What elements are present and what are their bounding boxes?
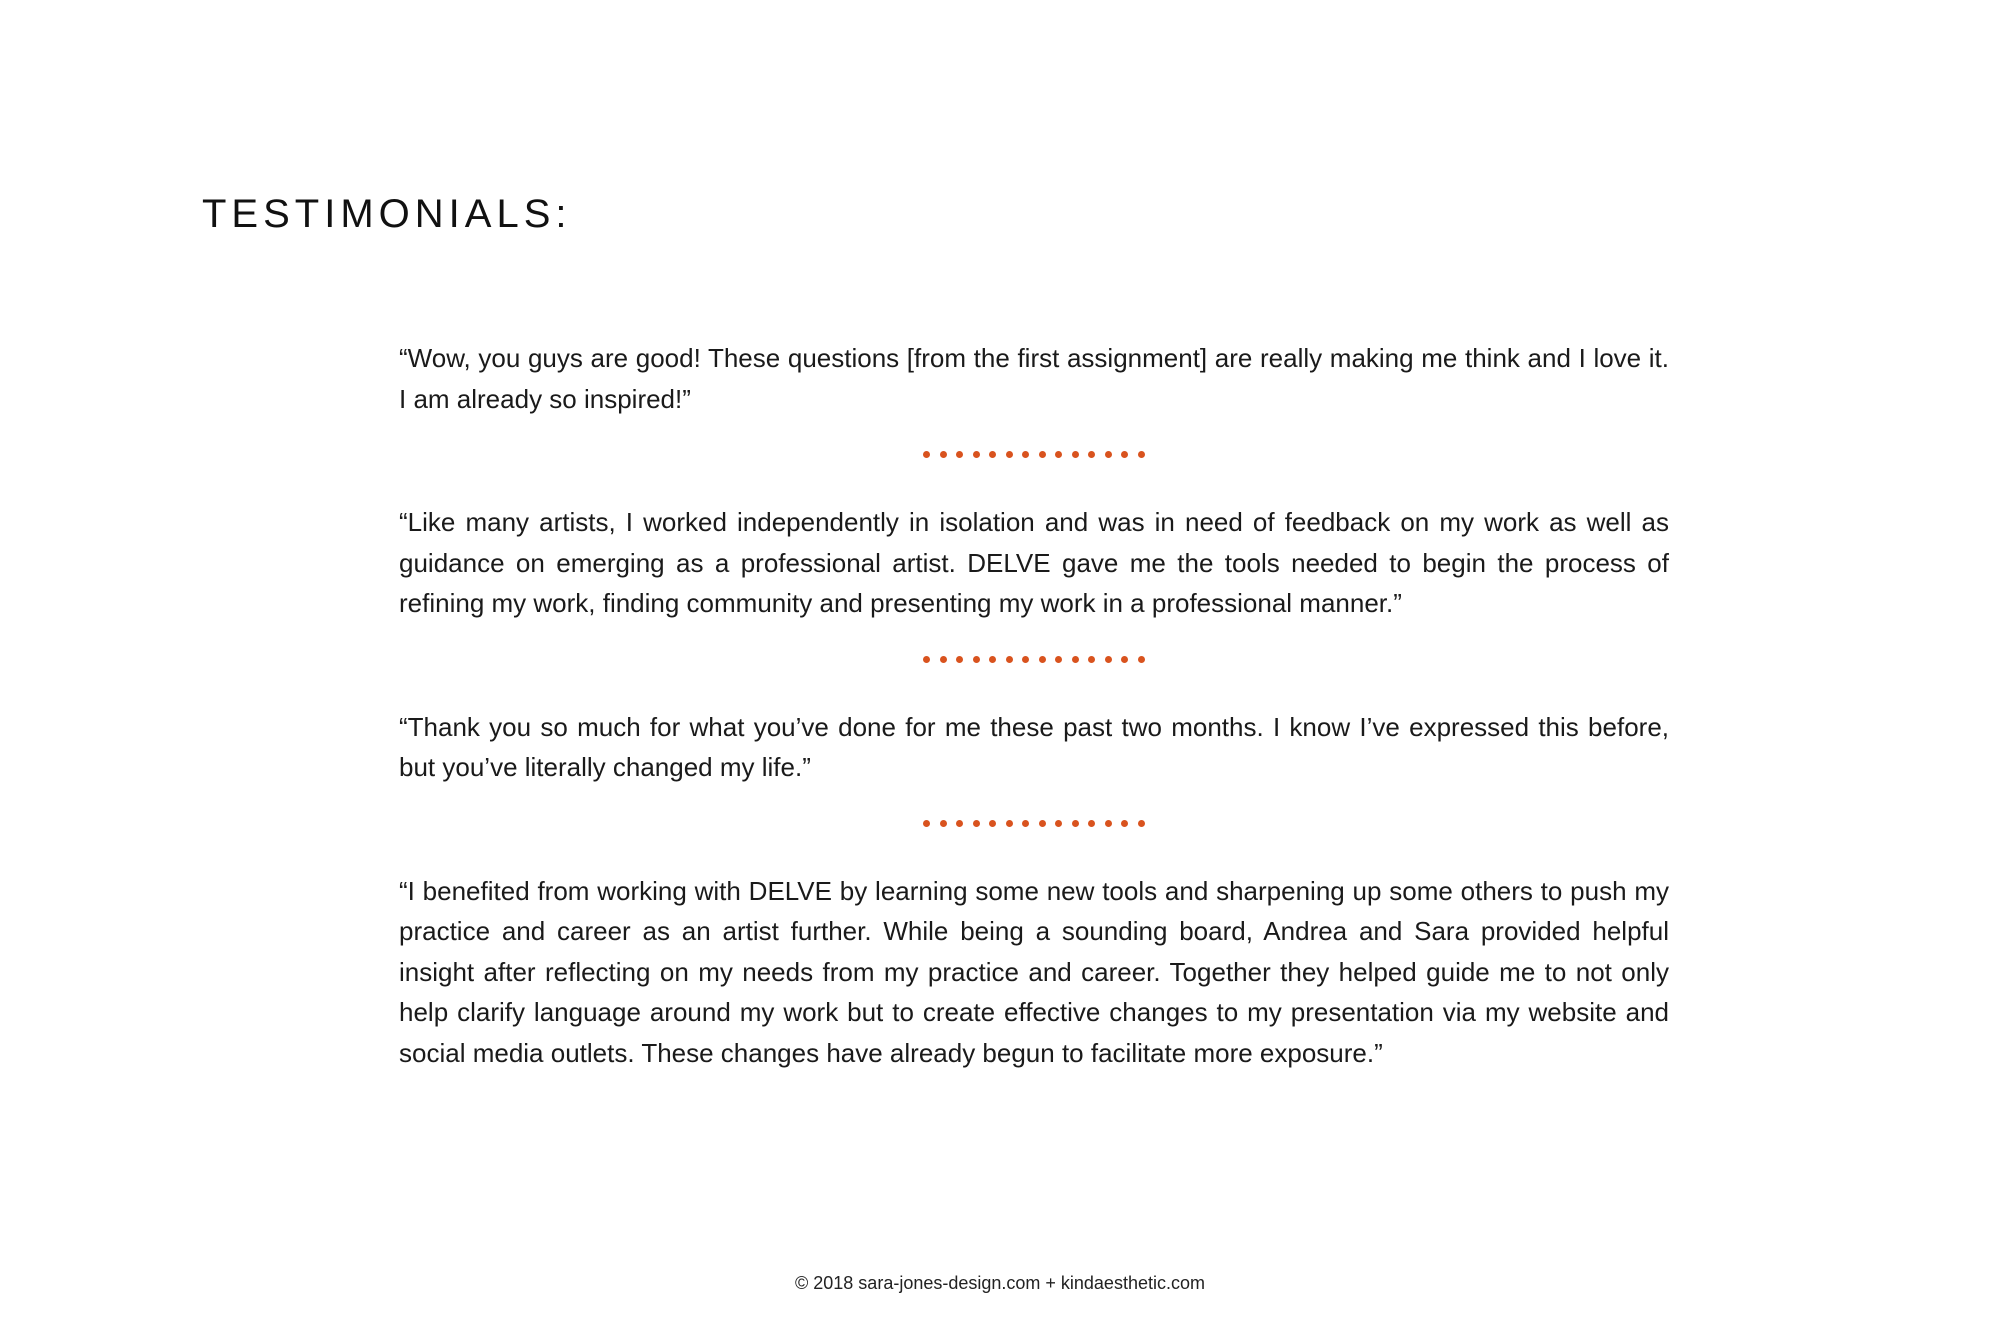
divider-dot	[1022, 451, 1029, 458]
divider-dot	[1039, 820, 1046, 827]
divider-dot	[1105, 451, 1112, 458]
page-title: TESTIMONIALS:	[202, 192, 572, 236]
divider-dot	[923, 820, 930, 827]
divider-dot	[1072, 656, 1079, 663]
divider-dot	[940, 451, 947, 458]
divider-dot	[1022, 656, 1029, 663]
divider-dot	[1039, 451, 1046, 458]
divider-dot	[923, 656, 930, 663]
divider-dot	[1006, 451, 1013, 458]
divider-dot	[1006, 656, 1013, 663]
dotted-divider	[399, 451, 1669, 461]
divider-dot	[1138, 820, 1145, 827]
divider-dot	[923, 451, 930, 458]
testimonials-list	[399, 338, 1669, 1073]
divider-dot	[1055, 451, 1062, 458]
divider-dot	[956, 656, 963, 663]
divider-dot	[989, 656, 996, 663]
testimonial-quote: “Thank you so much for what you’ve done for me these past two months. I know I’ve expressed this before, but you’ve literally changed my life.”	[399, 711, 1669, 782]
divider-dot	[1022, 820, 1029, 827]
divider-dot	[1088, 820, 1095, 827]
divider-dot	[989, 820, 996, 827]
divider-dot	[973, 820, 980, 827]
divider-dot	[1088, 656, 1095, 663]
divider-dot	[1039, 656, 1046, 663]
divider-dot	[1072, 451, 1079, 458]
divider-dot	[973, 451, 980, 458]
testimonial-quote: “Like many artists, I worked independently in isolation and was in need of feedback on my work as well as guidance on emerging as a professional artist. DELVE gave me the tools needed to begin the process of refining my work, finding community and presenting my work in a professional manner.”	[399, 507, 1669, 618]
divider-dot	[1121, 451, 1128, 458]
divider-dot	[1138, 451, 1145, 458]
divider-dot	[1121, 820, 1128, 827]
divider-dot	[1072, 820, 1079, 827]
divider-dot	[940, 656, 947, 663]
divider-dot	[1105, 820, 1112, 827]
divider-dot	[1105, 656, 1112, 663]
divider-dot	[956, 451, 963, 458]
divider-dot	[1121, 656, 1128, 663]
dotted-divider	[399, 820, 1669, 830]
dotted-divider	[399, 656, 1669, 666]
divider-dot	[989, 451, 996, 458]
divider-dot	[940, 820, 947, 827]
divider-dot	[1006, 820, 1013, 827]
testimonial-quote: “I benefited from working with DELVE by learning some new tools and sharpening up some others to push my practice and career as an artist further. While being a sounding board, Andrea and Sara provided helpful insight after reflecting on my needs from my practice and career. Together they helped guide me to not only help clarify language around my work but to create effective changes to my presentation via my website and social media outlets. These changes have already begun to facilitate more exposure.”	[399, 875, 1669, 1068]
divider-dot	[956, 820, 963, 827]
divider-dot	[1088, 451, 1095, 458]
footer-copyright: © 2018 sara-jones-design.com + kindaesthetic.com	[795, 1273, 1205, 1293]
divider-dot	[973, 656, 980, 663]
divider-dot	[1055, 820, 1062, 827]
testimonial-quote: “Wow, you guys are good! These questions [from the first assignment] are really making me think and I love it. I am already so inspired!”	[399, 343, 1669, 414]
divider-dot	[1055, 656, 1062, 663]
divider-dot	[1138, 656, 1145, 663]
